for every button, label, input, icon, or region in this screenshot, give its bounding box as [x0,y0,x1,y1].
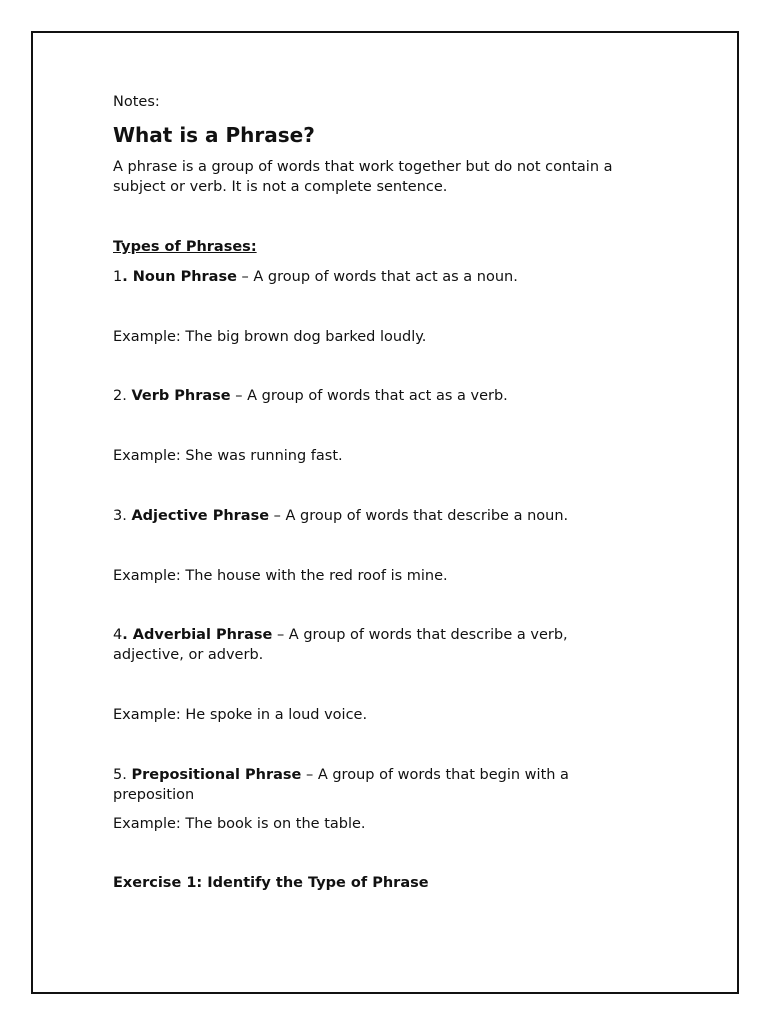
item-number: 5. [113,767,132,783]
phrase-type-item [113,625,593,665]
phrase-type-definition: – A group of words that act as a verb. [230,388,508,404]
phrase-type-definition: – A group of words that act as a noun. [236,269,518,285]
phrase-type-name: Adjective Phrase [131,508,270,524]
exercise-heading: Exercise 1: Identify the Type of Phrase [113,875,429,891]
phrase-example: Example: The house with the red roof is mine. [113,568,448,584]
phrase-type-definition: – A group of words that begin with a preposition [113,767,569,803]
phrase-type-item [113,267,518,287]
phrase-example: Example: He spoke in a loud voice. [113,707,368,723]
phrase-type-name: Verb Phrase [131,388,231,404]
item-number: 1 [113,269,123,285]
page-title: What is a Phrase? [113,123,315,147]
phrase-example: Example: The big brown dog barked loudly. [113,329,427,345]
notes-label: Notes: [113,94,160,110]
phrase-type-definition: – A group of words that describe a verb, adjective, or adverb. [113,627,568,663]
item-number: 2. [113,388,132,404]
item-number: 4 [113,627,123,643]
phrase-type-item [113,765,593,805]
phrase-type-item [113,386,508,406]
phrase-example: Example: The book is on the table. [113,816,366,832]
phrase-type-name: . Noun Phrase [122,269,237,285]
types-heading: Types of Phrases: [113,239,257,255]
phrase-example: Example: She was running fast. [113,448,343,464]
phrase-type-name: . Adverbial Phrase [122,627,273,643]
phrase-type-name: Prepositional Phrase [131,767,302,783]
phrase-type-definition: – A group of words that describe a noun. [269,508,569,524]
phrase-type-item [113,506,568,526]
intro-paragraph: A phrase is a group of words that work together but do not contain a subject or verb. It is not a complete sentence. [113,159,613,195]
item-number: 3. [113,508,132,524]
